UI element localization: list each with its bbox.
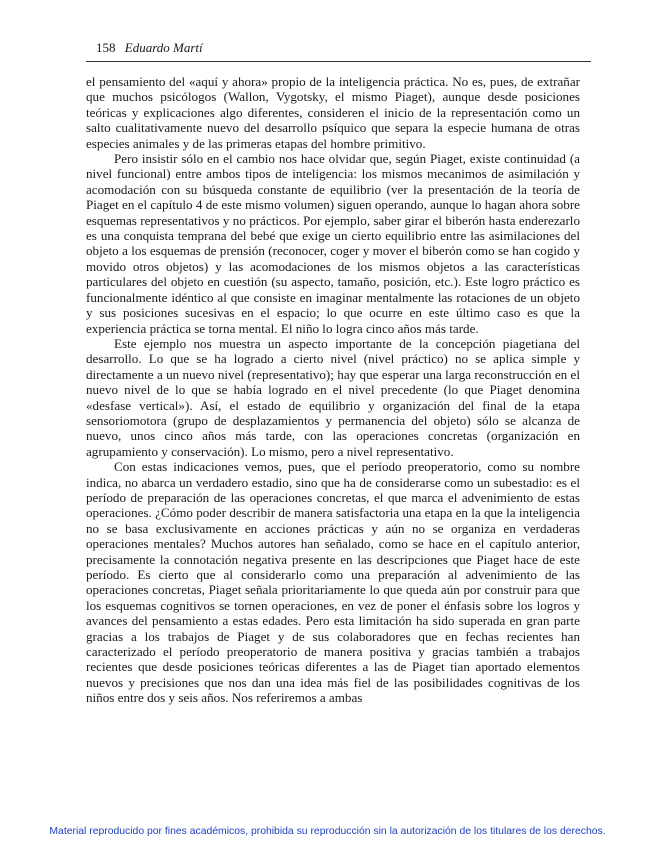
paragraph: Con estas indicaciones vemos, pues, que el período preoperatorio, como su nombre indica, no abarca un verdadero estadio, sino que ha de considerarse como un subestadio: es el período de preparación de las operaciones concretas, el que marca el advenimiento de estas operaciones. ¿Cómo poder describir de manera satisfactoria una etapa en la que la inteligencia no se basa exclusivamente en acciones prácticas y aún no se organiza en verdaderas operaciones mentales? Muchos autores han señalado, como se hace en el capítulo anterior, precisamente la connotación negativa presente en las descripciones que Piaget hace de este período. Es cierto que al considerarlo como una preparación al advenimiento de las operaciones concretas, Piaget señala prioritariamente lo que queda aún por construir para que los esquemas cognitivos se tornen operaciones, en vez de poner el énfasis sobre los logros y avances del pensamiento a estas edades. Pero esta limitación ha sido superada en gran parte gracias a los trabajos de Piaget y de sus colaboradores que en fechas recientes han caracterizado el período preoperatorio de manera positiva y gracias también a trabajos recientes que desde posiciones teóricas diferentes a las de Piaget tian aportado elementos nuevos y precisiones que nos dan una idea más fiel de las posibilidades cognitivas de los niños entre dos y seis años. Nos referiremos a ambas <box>86 459 580 706</box>
header-rule <box>86 61 591 62</box>
body-text <box>86 74 580 706</box>
paragraph: Pero insistir sólo en el cambio nos hace olvidar que, según Piaget, existe continuidad (a nivel funcional) entre ambos tipos de inteligencia: los mismos mecanimos de asimilación y acomodación con su búsqueda constante de equilibrio (ver la presentación de la teoría de Piaget en el capítulo 4 de este mismo volumen) siguen operando, aunque lo hagan ahora sobre esquemas representativos y no prácticos. Por ejemplo, saber girar el biberón hasta enderezarlo es una conquista temprana del bebé que exige un cierto equilibrio entre las asimilaciones del objeto a los esquemas de prensión (reconocer, coger y mover el biberón como se han cogido y movido otros objetos) y las acomodaciones de los mismos objetos a las características particulares del objeto en cuestión (su aspecto, tamaño, posición, etc.). Este logro práctico es funcionalmente idéntico al que consiste en imaginar mentalmente las rotaciones de un objeto y sus posiciones sucesivas en el espacio; lo que ocurre en este último caso es que la experiencia práctica se torna mental. El niño lo logra cinco años más tarde. <box>86 151 580 336</box>
paragraph: el pensamiento del «aquí y ahora» propio de la inteligencia práctica. No es, pues, de extrañar que muchos psicólogos (Wallon, Vygotsky, el mismo Piaget), aunque desde posiciones teóricas y explicaciones algo diferentes, consideren el inicio de la representación como un salto cualitativamente nuevo del desarrollo psíquico que separa la especie humana de otras especies animales y de las primeras etapas del hombre primitivo. <box>86 74 580 151</box>
paragraph: Este ejemplo nos muestra un aspecto importante de la concepción piagetiana del desarrollo. Lo que se ha logrado a cierto nivel (nivel práctico) no se aplica simple y directamente a un nuevo nivel (representativo); hay que esperar una larga reconstrucción en el nuevo nivel de lo que se había logrado en el nivel precedente (lo que Piaget denomina «desfase vertical»). Así, el estado de equilibrio y organización del final de la etapa sensoriomotora (grupo de desplazamientos y permanencia del objeto) sólo se alcanza de nuevo, unos cinco años más tarde, con las operaciones concretas (organización en agrupamiento y conservación). Lo mismo, pero a nivel representativo. <box>86 335 580 459</box>
running-header <box>96 40 586 56</box>
page-number: 158 <box>96 40 116 55</box>
copyright-notice: Material reproducido por fines académicos, prohibida su reproducción sin la autorización de los titulares de los derechos. <box>49 826 606 837</box>
running-header-author: Eduardo Martí <box>124 40 203 55</box>
